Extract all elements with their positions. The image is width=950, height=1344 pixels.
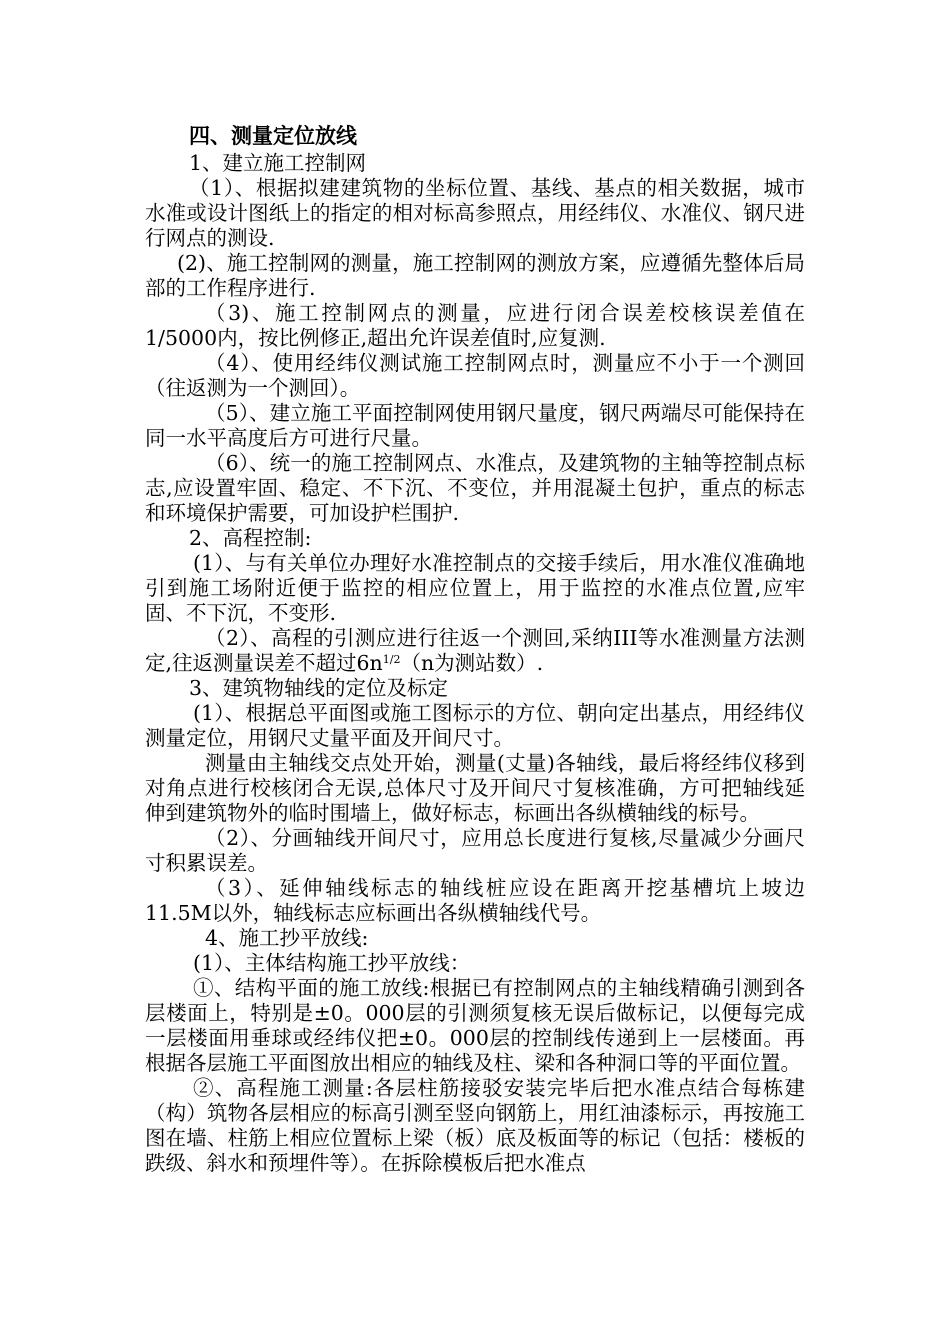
paragraph-1-6: （6）、统一的施工控制网点、水准点，及建筑物的主轴等控制点标志,应设置牢固、稳定、不下沉、不变位，并用混凝土包护，重点的标志和环境保护需要，可加设护栏围护. bbox=[145, 451, 805, 525]
paragraph-2-2 bbox=[145, 626, 805, 676]
paragraph-4-2: ①、结构平面的施工放线:根据已有控制网点的主轴线精确引测到各层楼面上，特别是±0。000层的引测须复核无误后做标记，以便每完成一层楼面用垂球或经纬仪把±0。000层的控制线传递到上一层楼面。再根据各层施工平面图放出相应的轴线及柱、梁和各种洞口等的平面位置。 bbox=[145, 976, 805, 1075]
paragraph-1-5: （5）、建立施工平面控制网使用钢尺量度，钢尺两端尽可能保持在同一水平高度后方可进行尺量。 bbox=[145, 401, 805, 450]
paragraph-1-3: （3)、施工控制网点的测量，应进行闭合误差校核误差值在1/5000内，按比例修正,超出允许误差值时,应复测. bbox=[145, 301, 805, 350]
subsection-title-1: 1、建立施工控制网 bbox=[189, 151, 367, 175]
section-heading: 四、测量定位放线 bbox=[189, 123, 357, 148]
subsection-title-3: 3、建筑物轴线的定位及标定 bbox=[189, 676, 449, 700]
document-body bbox=[145, 123, 805, 1176]
subsection-title-4: 4、施工抄平放线: bbox=[205, 926, 369, 950]
exponent: 1/2 bbox=[382, 653, 401, 666]
paragraph-4-3: ②、高程施工测量:各层柱筋接驳安装完毕后把水准点结合每栋建（构）筑物各层相应的标高引测至竖向钢筋上，用红油漆标示，再按施工图在墙、柱筋上相应位置标上梁（板）底及板面等的标记（包括：楼板的跌级、斜水和预埋件等）。在拆除模板后把水准点 bbox=[145, 1076, 805, 1175]
paragraph-3-2: 测量由主轴线交点处开始，测量(丈量)各轴线，最后将经纬仪移到对角点进行校核闭合无误,总体尺寸及开间尺寸复核准确，方可把轴线延伸到建筑物外的临时围墙上，做好标志，标画出各纵横轴线的标号。 bbox=[145, 751, 805, 825]
paragraph-1-4: （4）、使用经纬仪测试施工控制网点时，测量应不小于一个测回（往返测为一个测回）。 bbox=[145, 351, 805, 400]
paragraph-1-2: (2)、施工控制网的测量，施工控制网的测放方案，应遵循先整体后局部的工作程序进行. bbox=[145, 251, 805, 300]
subsection-title-2: 2、高程控制: bbox=[189, 526, 312, 550]
paragraph-2-2-text: （2）、高程的引测应进行往返一个测回,采纳III等水准测量方法测定,往返测量误差不超过6n bbox=[145, 626, 805, 675]
paragraph-4-1: (1）、主体结构施工抄平放线： bbox=[193, 951, 471, 975]
paragraph-3-1: (1）、根据总平面图或施工图标示的方位、朝向定出基点，用经纬仪测量定位，用钢尺丈量平面及开间尺寸。 bbox=[145, 701, 805, 750]
paragraph-2-1: (1）、与有关单位办理好水准控制点的交接手续后，用水准仪准确地引到施工场附近便于监控的相应位置上，用于监控的水准点位置,应牢固、不下沉，不变形. bbox=[145, 551, 805, 625]
paragraph-3-4: （3）、延伸轴线标志的轴线桩应设在距离开挖基槽坑上坡边11.5M以外，轴线标志应标画出各纵横轴线代号。 bbox=[145, 876, 805, 925]
paragraph-3-3: （2）、分画轴线开间尺寸，应用总长度进行复核,尽量减少分画尺寸积累误差。 bbox=[145, 826, 805, 875]
paragraph-2-2-tail: （n为测站数）. bbox=[400, 651, 544, 675]
paragraph-1-1: （1）、根据拟建建筑物的坐标位置、基线、基点的相关数据，城市水准或设计图纸上的指定的相对标高参照点，用经纬仪、水准仪、钢尺进行网点的测设. bbox=[145, 176, 805, 250]
